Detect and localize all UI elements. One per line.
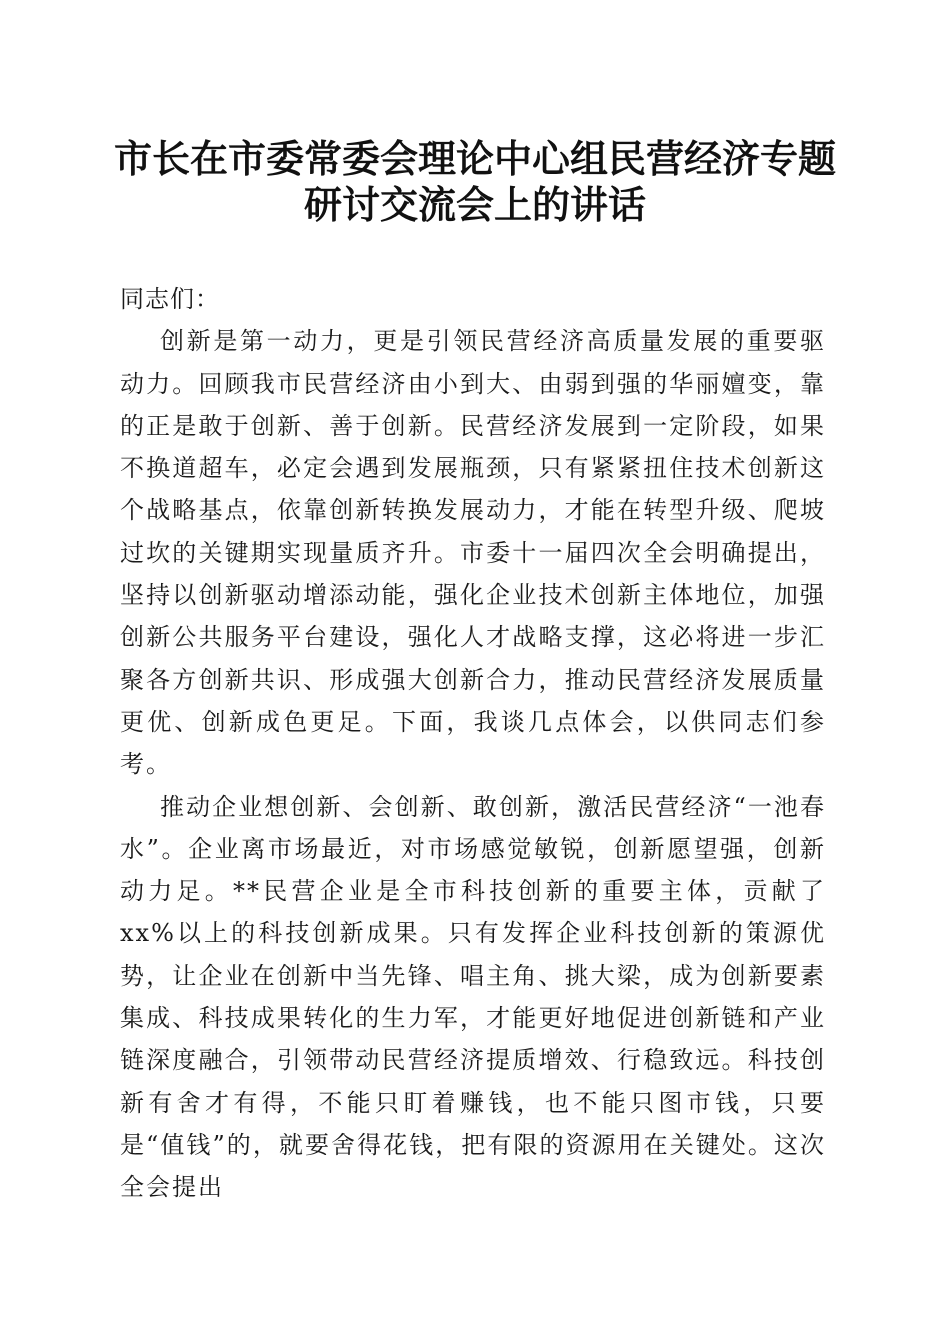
document-body	[120, 278, 826, 1209]
paragraph-1: 创新是第一动力，更是引领民营经济高质量发展的重要驱动力。回顾我市民营经济由小到大、由弱到强的华丽嬗变，靠的正是敢于创新、善于创新。民营经济发展到一定阶段，如果不换道超车，必定会遇到发展瓶颈，只有紧紧扭住技术创新这个战略基点，依靠创新转换发展动力，才能在转型升级、爬坡过坎的关键期实现量质齐升。市委十一届四次全会明确提出，坚持以创新驱动增添动能，强化企业技术创新主体地位，加强创新公共服务平台建设，强化人才战略支撑，这必将进一步汇聚各方创新共识、形成强大创新合力，推动民营经济发展质量更优、创新成色更足。下面，我谈几点体会，以供同志们参考。	[120, 327, 826, 779]
paragraph-2: 推动企业想创新、会创新、敢创新，激活民营经济“一池春水”。企业离市场最近，对市场感觉敏锐，创新愿望强，创新动力足。**民营企业是全市科技创新的重要主体，贡献了xx%以上的科技创新成果。只有发挥企业科技创新的策源优势，让企业在创新中当先锋、唱主角、挑大梁，成为创新要素集成、科技成果转化的生力军，才能更好地促进创新链和产业链深度融合，引领带动民营经济提质增效、行稳致远。科技创新有舍才有得，不能只盯着赚钱，也不能只图市钱，只要是“值钱”的，就要舍得花钱，把有限的资源用在关键处。这次全会提出	[120, 792, 826, 1202]
document-title: 市长在市委常委会理论中心组民营经济专题研讨交流会上的讲话	[113, 136, 836, 227]
salutation: 同志们：	[120, 285, 220, 313]
